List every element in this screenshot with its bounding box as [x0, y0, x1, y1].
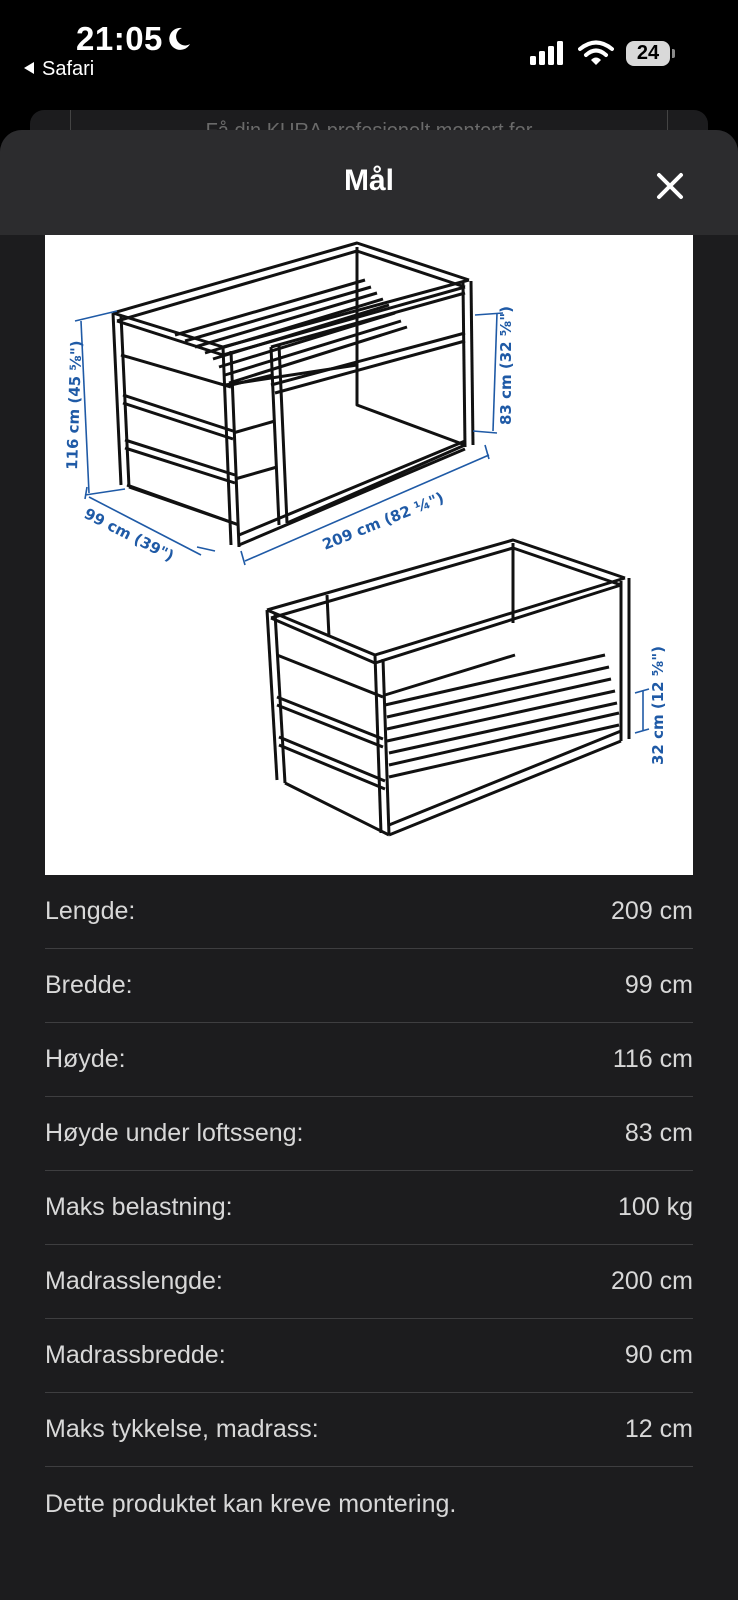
depth-dimension-label: 99 cm (39"): [81, 504, 177, 566]
sheet-header: [0, 130, 738, 235]
back-arrow-icon: [24, 62, 34, 74]
spec-row-height-under-loft: [45, 1097, 693, 1171]
back-app-label: Safari: [42, 58, 95, 80]
spec-value: 116 cm: [612, 1045, 693, 1073]
status-time: 21:05: [76, 20, 163, 57]
battery-icon: [626, 41, 674, 67]
under-height-dimension-label: 83 cm (32 ⅝"): [497, 306, 515, 425]
spec-row-length: [45, 875, 693, 949]
spec-value: 12 cm: [624, 1415, 693, 1443]
assembly-note: Dette produktet kan kreve montering.: [45, 1490, 457, 1518]
spec-row-width: [45, 949, 693, 1023]
spec-label: Madrassbredde:: [45, 1341, 226, 1369]
spec-value: 200 cm: [611, 1267, 693, 1295]
battery-level: 24: [626, 41, 670, 66]
sheet-title: Mål: [343, 164, 394, 197]
spec-value: 99 cm: [624, 971, 693, 999]
spec-label: Maks belastning:: [45, 1193, 233, 1221]
cellular-signal-icon: [528, 40, 566, 66]
height-dimension-label: 116 cm (45 ⅝"): [63, 340, 86, 471]
dimensions-sheet: [0, 130, 738, 1600]
bed-dimension-diagram: [45, 235, 693, 875]
spec-row-mattress-width: [45, 1319, 693, 1393]
spec-value: 100 kg: [617, 1193, 693, 1221]
specifications-list: [45, 875, 693, 1467]
spec-row-max-load: [45, 1171, 693, 1245]
spec-row-height: [45, 1023, 693, 1097]
spec-label: Lengde:: [45, 897, 136, 925]
length-dimension-label: 209 cm (82 ¼"): [319, 488, 447, 554]
spec-value: 209 cm: [611, 897, 693, 925]
back-to-safari-link[interactable]: [24, 58, 94, 81]
moon-icon: [166, 26, 192, 52]
spec-label: Bredde:: [45, 971, 133, 999]
status-bar: [0, 0, 738, 100]
spec-row-max-mattress-thickness: [45, 1393, 693, 1467]
low-height-dimension-label: 32 cm (12 ⅝"): [649, 646, 667, 765]
close-button[interactable]: [650, 166, 690, 206]
spec-label: Madrasslengde:: [45, 1267, 223, 1295]
spec-label: Høyde:: [45, 1045, 126, 1073]
wifi-icon: [578, 40, 614, 66]
spec-label: Maks tykkelse, madrass:: [45, 1415, 319, 1443]
spec-value: 90 cm: [624, 1341, 693, 1369]
low-bed-drawing: [267, 540, 629, 835]
spec-label: Høyde under loftsseng:: [45, 1119, 304, 1147]
spec-row-mattress-length: [45, 1245, 693, 1319]
spec-value: 83 cm: [624, 1119, 693, 1147]
